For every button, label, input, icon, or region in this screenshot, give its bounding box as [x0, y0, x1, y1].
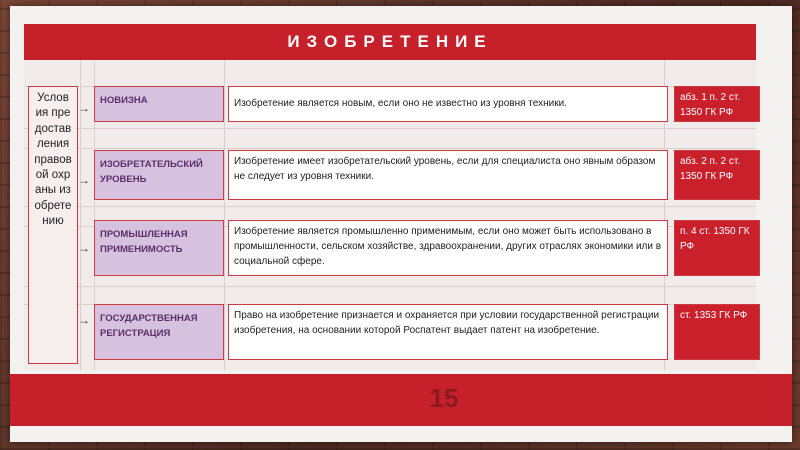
criterion-description: Изобретение имеет изобретательский уровень, если для специалиста оно явным образом не следует из уровня техники. [228, 150, 668, 200]
arrow-icon: → [78, 241, 90, 255]
arrow-icon: → [78, 313, 90, 327]
title-bar [24, 24, 756, 60]
criterion-name: ПРОМЫШЛЕННАЯ ПРИМЕНИМОСТЬ [94, 220, 224, 276]
arrow-icon: → [78, 173, 90, 187]
legal-reference: п. 4 ст. 1350 ГК РФ [674, 220, 760, 276]
arrow-icon: → [78, 101, 90, 115]
footer-bar [10, 374, 792, 426]
conditions-label-cell [28, 86, 78, 364]
slide [10, 6, 792, 442]
criterion-description: Право на изобретение признается и охраняется при условии государственной регистрации изобретения, на основании которой Роспатент выдает патент на изобретение. [228, 304, 668, 360]
criterion-description: Изобретение является промышленно применимым, если оно может быть использовано в промышленности, сельском хозяйстве, здравоохранении, других отраслях экономики или в социальной сфере. [228, 220, 668, 276]
legal-reference: абз. 2 п. 2 ст. 1350 ГК РФ [674, 150, 760, 200]
legal-reference: абз. 1 п. 2 ст. 1350 ГК РФ [674, 86, 760, 122]
criterion-name: НОВИЗНА [94, 86, 224, 122]
table-row-industrial-applicability [94, 220, 760, 276]
legal-reference: ст. 1353 ГК РФ [674, 304, 760, 360]
page-number: 15 [429, 383, 459, 413]
table-row-inventive-step [94, 150, 760, 200]
table-row-state-registration [94, 304, 760, 360]
conditions-label: Условия предоставления правовой охраны изобретению [34, 92, 72, 228]
table-row-novelty [94, 86, 760, 122]
criterion-name: ИЗОБРЕТАТЕЛЬСКИЙ УРОВЕНЬ [94, 150, 224, 200]
criterion-description: Изобретение является новым, если оно не известно из уровня техники. [228, 86, 668, 122]
slide-title: ИЗОБРЕТЕНИЕ [287, 32, 493, 51]
criterion-name: ГОСУДАРСТВЕННАЯ РЕГИСТРАЦИЯ [94, 304, 224, 360]
